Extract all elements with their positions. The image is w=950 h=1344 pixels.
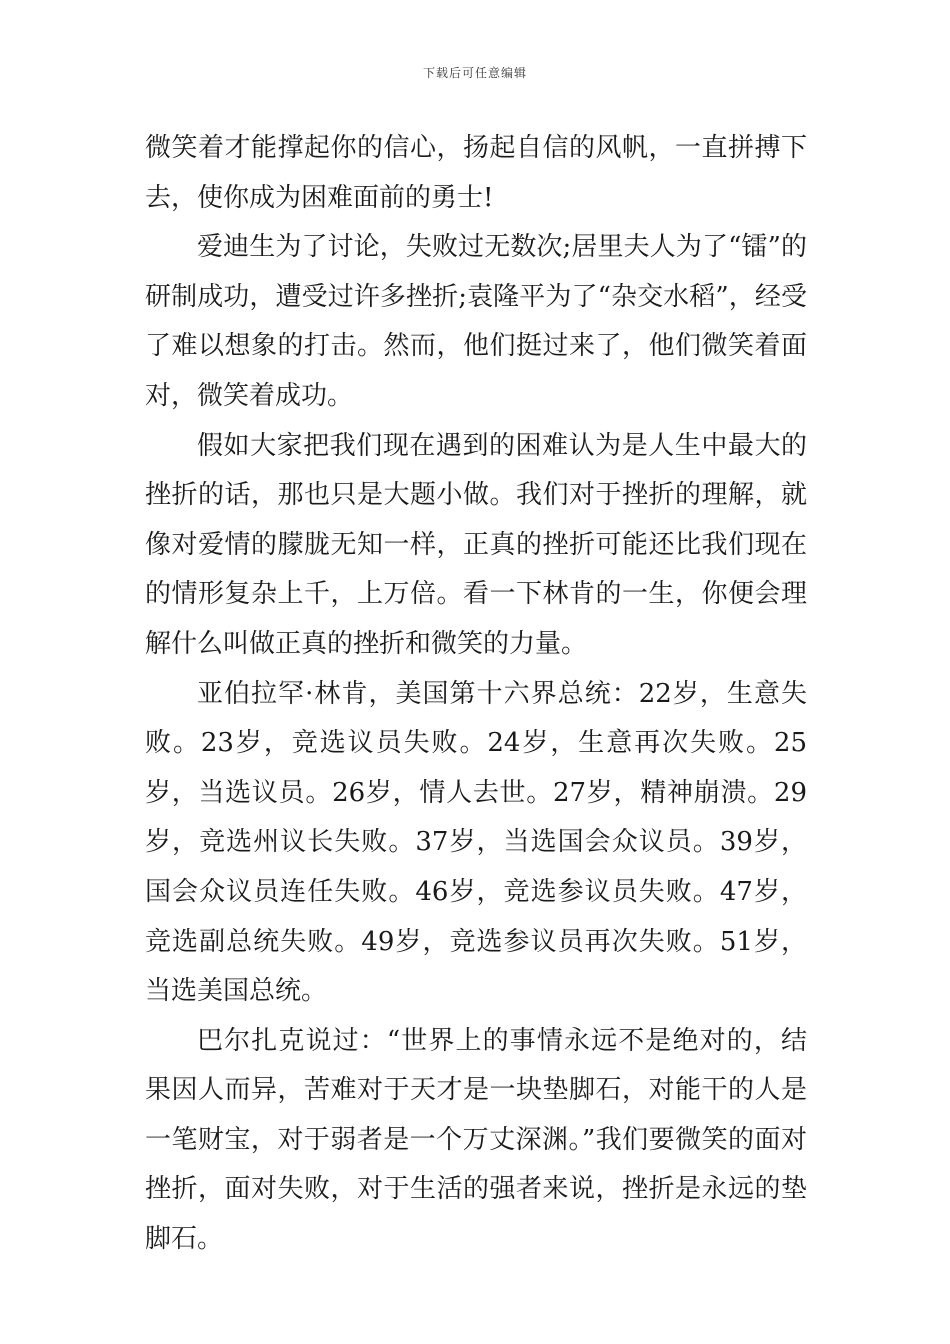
paragraph-continued: 微笑着才能撑起你的信心，扬起自信的风帆，一直拼搏下去，使你成为困难面前的勇士! <box>145 133 807 213</box>
paragraph-lincoln: 亚伯拉罕·林肯，美国第十六界总统：22岁，生意失败。23岁，竞选议员失败。24岁，生意再次失败。25岁，当选议员。26岁，情人去世。27岁，精神崩溃。29岁，竞选州议长失败。37岁，当选国会众议员。39岁，国会众议员连任失败。46岁，竞选参议员失败。47岁，竞选副总统失败。49岁，竞选参议员再次失败。51岁，当选美国总统。 <box>145 678 807 1007</box>
paragraph-edison: 爱迪生为了讨论，失败过无数次;居里夫人为了“镭”的研制成功，遭受过许多挫折;袁隆平为了“杂交水稻”，经受了难以想象的打击。然而，他们挺过来了，他们微笑着面对，微笑着成功。 <box>145 232 807 411</box>
document-body <box>145 124 807 1265</box>
page-header: 下载后可任意编辑 <box>422 66 527 80</box>
paragraph-balzac: 巴尔扎克说过：“世界上的事情永远不是绝对的，结果因人而异，苦难对于天才是一块垫脚石，对能干的人是一笔财宝，对于弱者是一个万丈深渊。”我们要微笑的面对挫折，面对失败，对于生活的强者来说，挫折是永远的垫脚石。 <box>145 1025 807 1255</box>
paragraph-frustration: 假如大家把我们现在遇到的困难认为是人生中最大的挫折的话，那也只是大题小做。我们对于挫折的理解，就像对爱情的朦胧无知一样，正真的挫折可能还比我们现在的情形复杂上千，上万倍。看一下林肯的一生，你便会理解什么叫做正真的挫折和微笑的力量。 <box>145 430 807 659</box>
